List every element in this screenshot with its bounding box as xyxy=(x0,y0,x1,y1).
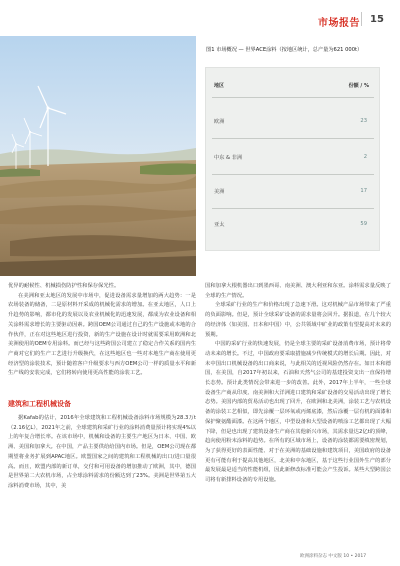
section-subheading: 建筑和工程机械设备 xyxy=(8,400,71,408)
table-header xyxy=(206,82,379,96)
table-divider xyxy=(212,208,374,209)
page-number: 15 xyxy=(370,14,384,25)
row-value: 2 xyxy=(363,154,367,160)
row-label: 欧洲 xyxy=(214,119,225,125)
table-row xyxy=(206,221,379,235)
row-label: 美洲 xyxy=(214,189,225,195)
hero-photo-wind-turbines-quarry xyxy=(0,36,196,276)
table-row xyxy=(206,188,379,202)
footer-publication: 欧洲涂料杂志 中文版 10 • 2017 xyxy=(300,554,367,559)
figure-caption: 图1 市场概况 — 世界ACE涂料（按地区统计，总产量为621 000t） xyxy=(206,47,363,53)
table-divider xyxy=(212,138,374,139)
body-column-right xyxy=(205,282,391,486)
row-label: 中东 & 非洲 xyxy=(214,155,243,161)
paragraph: 中国的采矿行业的快速发展，仍是全球主要的采矿设备消费市场，预计将带动未来的增长。不过，中国政府要采取措施减少传统模式的增长后期。因此，对未中国出口机械设备的出口商来说，与此相关的近视风险仍然存在。如日本和德国，在美国，自2017年初以来，石油和天然气公司的基建投资支出一直保持增长态势。预计此类情况会带来进一步的改善。此外，2017年上半年，一些全球设备生产商从印度、南美洲和大洋洲进口建筑和采矿设备的交易活动出现了增长态势。美国内部的贸易活动也出现了回升，在欧洲和北美洲，涂装工艺与农机设备的涂装工艺相似，即先涂覆一层环氧或丙烯底漆，然后涂覆一层有机的面漆和保护聚氨酯面漆。在这两个地区，中型设备和大型设备的喷涂工艺都出现了大幅下降，但是也出现了建筑设备生产商在其他新兴市场，其需求量达2亿t的顶峰，趋向使用粉末涂料的趋势。在所有的区域市场上，设备的涂装都需要缜密规划，为了获得更好的表面性能、对于在美洲的基础设施和建筑项目，美国政府的设备更有可能有利于提高其他地区，北美和中东地区，基于这些行业国外生产的部分最发展最是适当的性能机组，因此新修改标准可能会产生投诉。某些大型跨国公司将有新排料设备的专用设施。 xyxy=(205,341,391,484)
table-divider xyxy=(212,97,374,98)
paragraph: 优异的耐候性、机械损伤防护性和保存保光性。 xyxy=(8,283,120,289)
column-header-share: 份额 / % xyxy=(348,83,369,89)
column-header-region: 地区 xyxy=(214,83,225,89)
body-column-left-bottom xyxy=(8,414,196,492)
section-label: 市场报告 xyxy=(318,18,360,29)
row-value: 59 xyxy=(360,221,367,227)
table-row xyxy=(206,118,379,132)
row-value: 23 xyxy=(360,118,367,124)
paragraph: 在美洲和亚太地区的发展中市场中，促进设备需求量增加的两大趋势：一是农场装备的储备，二是原材料开采成的机械化需求的增加。在亚太地区，人口上升趋势的影响，都市化的发展以及农业机械化的迅速发展，都成为农业设备和相关涂料需求增长的主要驱动因素。跨国OEM公司通过自己的生产设施或本地的合作伙伴，正在对这些地区进行投资，新的生产设施在设计时就需要采用欧洲和北美洲使用的OEM专用涂料。而已经与这些跨国公司建立了稳定合作关系的国内生产商对它们的生产工艺进行升级换代，在这些地区也一些对本地生产商在使用更经济型的涂装技术，预计随着客户升级要求与西方OEM公司一样的质量水平和新生产线的安装完成，它们将转向使用更高性能的涂装工艺。 xyxy=(8,292,196,377)
table-divider xyxy=(212,174,374,175)
row-label: 亚太 xyxy=(214,222,225,228)
market-share-table xyxy=(205,67,380,251)
paragraph: 全球采矿行业的生产和价格出现了急速下滑。这对机械产品市场带来了严重的负面影响。但是，预计全球采矿设备的需求量将会回升。据报道，在几个较大的经济体（如美国、日本和中国）中，公共领域中矿业的政策有望提高对未来的预期。 xyxy=(205,302,391,338)
header-bar xyxy=(0,0,400,36)
header-divider xyxy=(361,12,362,26)
body-column-left-top xyxy=(8,282,196,379)
paragraph: 国和加拿大根机器出口到墨西哥、南美洲、澳大利亚和东亚。涂料需求量反映了全球的生产情况。 xyxy=(205,283,391,299)
row-value: 17 xyxy=(360,188,367,194)
paragraph: 据Kafab的估计，2016年全球建筑和工程机械设备涂料市场规模为28.3万t（2.16亿L），2021年之前，全球建筑和采矿行业的涂料消费量预计将实现4%以上的年复合增长率。在该市场中，机械和设备的主要生产地区为日本、中国、欧洲、美国和加拿大。在中国，产品主要供给给国内市场。但是，OEM公司现在都期望将业务扩展到APAC地区。欧盟国家之间的建筑和工程机械的出口/进口量很高。而且，欧盟内部的新订单，交付和可用设备的增加推动了欧洲，其中，德国是世界第二大农机市场，占全球涂料需求的份额达到了23%。美洲是世界第五大涂料消费市场，其中，美 xyxy=(8,415,196,489)
table-row xyxy=(206,154,379,168)
